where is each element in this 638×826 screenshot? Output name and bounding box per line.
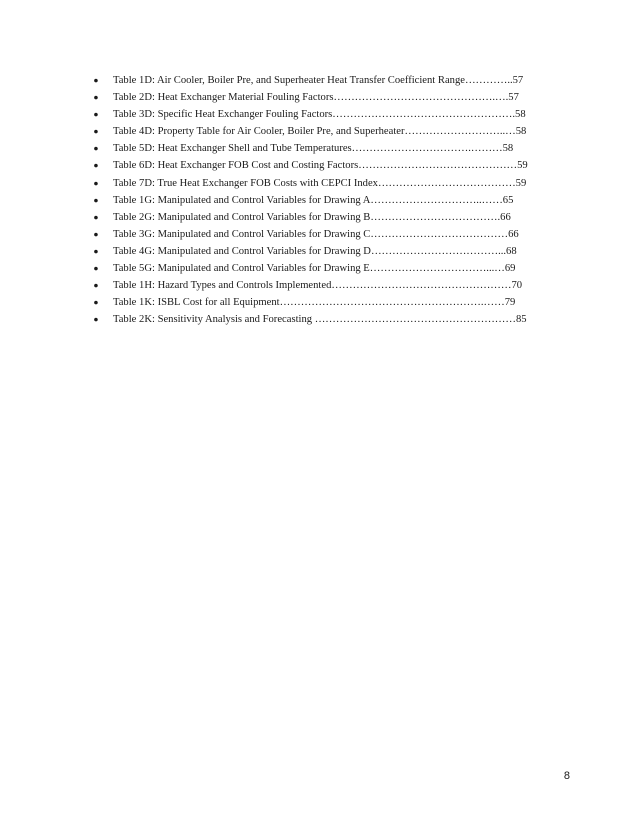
toc-entry-text: Table 4D: Property Table for Air Cooler, Boiler Pre, and Superheater………………………..…58	[113, 126, 527, 138]
bullet-icon: ●	[93, 314, 99, 325]
bullet-icon: ●	[93, 75, 99, 85]
toc-entry	[90, 260, 570, 277]
bullet-icon: ●	[93, 263, 99, 274]
toc-entry	[90, 157, 570, 174]
toc-entry-text: Table 1H: Hazard Types and Controls Implemented……………………………………………70	[113, 280, 523, 292]
toc-entry-text: Table 7D: True Heat Exchanger FOB Costs with CEPCI Index…………………………………59	[113, 177, 527, 189]
toc-entry-text: Table 1D: Air Cooler, Boiler Pre, and Superheater Heat Transfer Coefficient Range…………..57	[113, 75, 524, 86]
bullet-icon: ●	[93, 109, 99, 120]
bullet-icon: ●	[93, 228, 99, 239]
toc-entry	[90, 209, 570, 226]
toc-entry	[90, 311, 570, 328]
toc-entry	[90, 277, 570, 294]
toc-entry-text: Table 3G: Manipulated and Control Variables for Drawing C…………………………………66	[113, 228, 519, 240]
bullet-icon: ●	[93, 194, 99, 205]
bullet-icon: ●	[93, 126, 99, 137]
toc-entry-text: Table 3D: Specific Heat Exchanger Fouling Factors…………………………………………….58	[113, 109, 526, 121]
toc-entry-text: Table 2G: Manipulated and Control Variables for Drawing B……………………………….66	[113, 211, 511, 223]
bullet-icon: ●	[93, 211, 99, 222]
toc-entry	[90, 106, 570, 123]
toc-entry-text: Table 1K: ISBL Cost for all Equipment………………………………………………….……79	[113, 297, 516, 309]
toc-entry	[90, 89, 570, 106]
toc-entry	[90, 192, 570, 209]
bullet-icon: ●	[93, 245, 99, 256]
bullet-icon: ●	[93, 160, 99, 171]
toc-entry	[90, 243, 570, 260]
toc-entry	[90, 140, 570, 157]
bullet-icon: ●	[93, 280, 99, 291]
toc-entry-text: Table 2D: Heat Exchanger Material Fouling Factors……………………………………….….57	[113, 92, 519, 104]
bullet-icon: ●	[93, 143, 99, 154]
toc-entry	[90, 123, 570, 140]
list-of-tables	[90, 72, 570, 328]
toc-entry	[90, 175, 570, 192]
toc-entry-text: Table 4G: Manipulated and Control Variables for Drawing D………………………………...68	[113, 245, 517, 257]
toc-entry	[90, 294, 570, 311]
bullet-icon: ●	[93, 92, 99, 103]
toc-entry-text: Table 1G: Manipulated and Control Variables for Drawing A…………………………..……65	[113, 194, 514, 206]
toc-entry-text: Table 2K: Sensitivity Analysis and Forecasting …………………………………………………85	[113, 314, 527, 326]
bullet-icon: ●	[93, 297, 99, 308]
bullet-icon: ●	[93, 177, 99, 188]
toc-entry-text: Table 6D: Heat Exchanger FOB Cost and Costing Factors………………………………………59	[113, 160, 528, 172]
toc-entry	[90, 72, 570, 89]
page-number: 8	[563, 770, 570, 782]
toc-entry-text: Table 5G: Manipulated and Control Variables for Drawing E……………………………...…69	[113, 263, 516, 275]
toc-entry	[90, 226, 570, 243]
toc-entry-text: Table 5D: Heat Exchanger Shell and Tube Temperatures…………………………….………58	[113, 143, 514, 155]
